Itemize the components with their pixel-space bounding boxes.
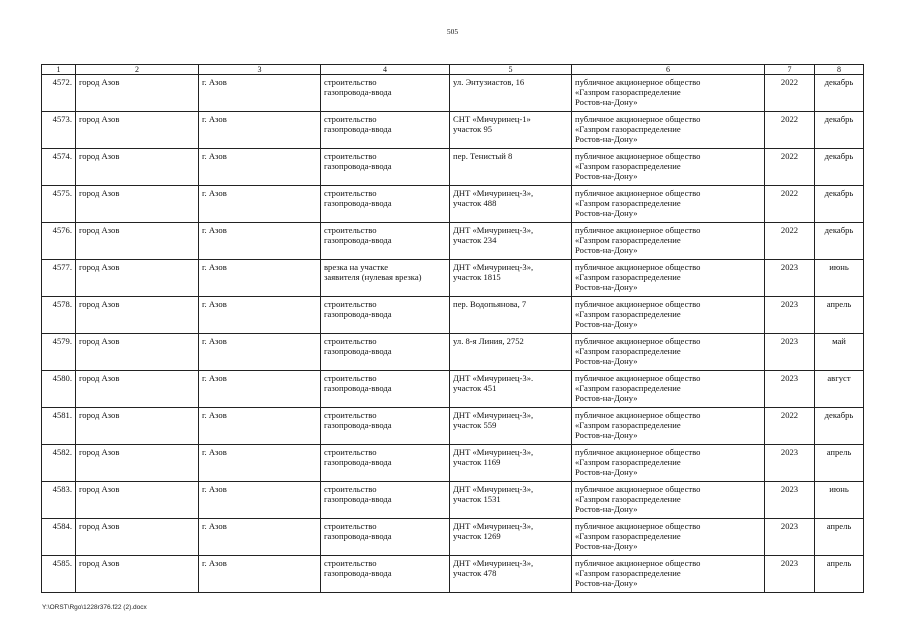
work-type-cell: врезка на участке заявителя (нулевая врезка) xyxy=(321,260,450,297)
municipality-cell: город Азов xyxy=(76,297,199,334)
month-cell: декабрь xyxy=(815,112,864,149)
locality-cell: г. Азов xyxy=(199,519,321,556)
address-cell: ДНТ «Мичуринец-3», участок 1169 xyxy=(450,445,572,482)
locality-cell: г. Азов xyxy=(199,445,321,482)
year-cell: 2023 xyxy=(765,260,815,297)
year-cell: 2023 xyxy=(765,371,815,408)
organization-cell: публичное акционерное общество «Газпром газораспределение Ростов-на-Дону» xyxy=(572,519,765,556)
organization-cell: публичное акционерное общество «Газпром газораспределение Ростов-на-Дону» xyxy=(572,482,765,519)
organization-cell: публичное акционерное общество «Газпром газораспределение Ростов-на-Дону» xyxy=(572,112,765,149)
row-number-cell: 4584. xyxy=(42,519,76,556)
table-row xyxy=(42,260,864,297)
year-cell: 2022 xyxy=(765,186,815,223)
municipality-cell: город Азов xyxy=(76,556,199,593)
column-header: 6 xyxy=(572,65,765,75)
organization-cell: публичное акционерное общество «Газпром газораспределение Ростов-на-Дону» xyxy=(572,223,765,260)
table-row xyxy=(42,297,864,334)
work-type-cell: строительство газопровода-ввода xyxy=(321,556,450,593)
work-type-cell: строительство газопровода-ввода xyxy=(321,334,450,371)
municipality-cell: город Азов xyxy=(76,482,199,519)
address-cell: ДНТ «Мичуринец-3», участок 1269 xyxy=(450,519,572,556)
column-header: 3 xyxy=(199,65,321,75)
work-type-cell: строительство газопровода-ввода xyxy=(321,297,450,334)
row-number-cell: 4582. xyxy=(42,445,76,482)
municipality-cell: город Азов xyxy=(76,149,199,186)
locality-cell: г. Азов xyxy=(199,482,321,519)
work-type-cell: строительство газопровода-ввода xyxy=(321,149,450,186)
month-cell: декабрь xyxy=(815,186,864,223)
organization-cell: публичное акционерное общество «Газпром газораспределение Ростов-на-Дону» xyxy=(572,75,765,112)
column-header: 8 xyxy=(815,65,864,75)
month-cell: декабрь xyxy=(815,149,864,186)
column-number-header-row xyxy=(42,65,864,75)
municipality-cell: город Азов xyxy=(76,519,199,556)
work-type-cell: строительство газопровода-ввода xyxy=(321,445,450,482)
table-row xyxy=(42,149,864,186)
column-header: 4 xyxy=(321,65,450,75)
month-cell: июнь xyxy=(815,482,864,519)
table-row xyxy=(42,75,864,112)
year-cell: 2022 xyxy=(765,75,815,112)
year-cell: 2023 xyxy=(765,334,815,371)
row-number-cell: 4581. xyxy=(42,408,76,445)
locality-cell: г. Азов xyxy=(199,371,321,408)
table-row xyxy=(42,556,864,593)
table-row xyxy=(42,482,864,519)
address-cell: СНТ «Мичуринец-1» участок 95 xyxy=(450,112,572,149)
year-cell: 2023 xyxy=(765,297,815,334)
table-row xyxy=(42,371,864,408)
table-row xyxy=(42,112,864,149)
work-type-cell: строительство газопровода-ввода xyxy=(321,75,450,112)
address-cell: ДНТ «Мичуринец-3», участок 559 xyxy=(450,408,572,445)
gas-pipeline-registry-table xyxy=(41,64,864,593)
address-cell: ул. Энтузиастов, 16 xyxy=(450,75,572,112)
row-number-cell: 4579. xyxy=(42,334,76,371)
year-cell: 2022 xyxy=(765,408,815,445)
organization-cell: публичное акционерное общество «Газпром газораспределение Ростов-на-Дону» xyxy=(572,260,765,297)
year-cell: 2023 xyxy=(765,556,815,593)
organization-cell: публичное акционерное общество «Газпром газораспределение Ростов-на-Дону» xyxy=(572,445,765,482)
table-row xyxy=(42,519,864,556)
month-cell: декабрь xyxy=(815,408,864,445)
row-number-cell: 4575. xyxy=(42,186,76,223)
year-cell: 2023 xyxy=(765,445,815,482)
page-number: 505 xyxy=(446,27,459,36)
address-cell: ДНТ «Мичуринец-3». участок 451 xyxy=(450,371,572,408)
year-cell: 2022 xyxy=(765,223,815,260)
column-header: 7 xyxy=(765,65,815,75)
locality-cell: г. Азов xyxy=(199,186,321,223)
month-cell: август xyxy=(815,371,864,408)
work-type-cell: строительство газопровода-ввода xyxy=(321,112,450,149)
work-type-cell: строительство газопровода-ввода xyxy=(321,371,450,408)
locality-cell: г. Азов xyxy=(199,260,321,297)
address-cell: пер. Тенистый 8 xyxy=(450,149,572,186)
locality-cell: г. Азов xyxy=(199,334,321,371)
organization-cell: публичное акционерное общество «Газпром газораспределение Ростов-на-Дону» xyxy=(572,186,765,223)
row-number-cell: 4578. xyxy=(42,297,76,334)
locality-cell: г. Азов xyxy=(199,223,321,260)
column-header: 5 xyxy=(450,65,572,75)
organization-cell: публичное акционерное общество «Газпром газораспределение Ростов-на-Дону» xyxy=(572,371,765,408)
work-type-cell: строительство газопровода-ввода xyxy=(321,519,450,556)
organization-cell: публичное акционерное общество «Газпром газораспределение Ростов-на-Дону» xyxy=(572,408,765,445)
month-cell: апрель xyxy=(815,445,864,482)
column-header: 1 xyxy=(42,65,76,75)
municipality-cell: город Азов xyxy=(76,260,199,297)
month-cell: апрель xyxy=(815,556,864,593)
organization-cell: публичное акционерное общество «Газпром газораспределение Ростов-на-Дону» xyxy=(572,297,765,334)
municipality-cell: город Азов xyxy=(76,186,199,223)
locality-cell: г. Азов xyxy=(199,408,321,445)
address-cell: ул. 8-я Линия, 2752 xyxy=(450,334,572,371)
row-number-cell: 4577. xyxy=(42,260,76,297)
work-type-cell: строительство газопровода-ввода xyxy=(321,223,450,260)
organization-cell: публичное акционерное общество «Газпром газораспределение Ростов-на-Дону» xyxy=(572,149,765,186)
work-type-cell: строительство газопровода-ввода xyxy=(321,482,450,519)
month-cell: декабрь xyxy=(815,223,864,260)
table-row xyxy=(42,408,864,445)
month-cell: май xyxy=(815,334,864,371)
month-cell: декабрь xyxy=(815,75,864,112)
work-type-cell: строительство газопровода-ввода xyxy=(321,408,450,445)
year-cell: 2023 xyxy=(765,519,815,556)
month-cell: июнь xyxy=(815,260,864,297)
row-number-cell: 4583. xyxy=(42,482,76,519)
month-cell: апрель xyxy=(815,297,864,334)
table-body xyxy=(42,65,864,593)
municipality-cell: город Азов xyxy=(76,112,199,149)
municipality-cell: город Азов xyxy=(76,223,199,260)
column-header: 2 xyxy=(76,65,199,75)
municipality-cell: город Азов xyxy=(76,371,199,408)
municipality-cell: город Азов xyxy=(76,334,199,371)
locality-cell: г. Азов xyxy=(199,556,321,593)
organization-cell: публичное акционерное общество «Газпром газораспределение Ростов-на-Дону» xyxy=(572,334,765,371)
locality-cell: г. Азов xyxy=(199,297,321,334)
address-cell: пер. Водопьянова, 7 xyxy=(450,297,572,334)
municipality-cell: город Азов xyxy=(76,445,199,482)
work-type-cell: строительство газопровода-ввода xyxy=(321,186,450,223)
address-cell: ДНТ «Мичуринец-3», участок 488 xyxy=(450,186,572,223)
municipality-cell: город Азов xyxy=(76,75,199,112)
locality-cell: г. Азов xyxy=(199,112,321,149)
table-row xyxy=(42,186,864,223)
month-cell: апрель xyxy=(815,519,864,556)
table-row xyxy=(42,445,864,482)
address-cell: ДНТ «Мичуринец-3», участок 1815 xyxy=(450,260,572,297)
address-cell: ДНТ «Мичуринец-3», участок 1531 xyxy=(450,482,572,519)
address-cell: ДНТ «Мичуринец-3», участок 478 xyxy=(450,556,572,593)
address-cell: ДНТ «Мичуринец-3», участок 234 xyxy=(450,223,572,260)
locality-cell: г. Азов xyxy=(199,75,321,112)
row-number-cell: 4585. xyxy=(42,556,76,593)
year-cell: 2022 xyxy=(765,112,815,149)
row-number-cell: 4572. xyxy=(42,75,76,112)
locality-cell: г. Азов xyxy=(199,149,321,186)
document-file-path: Y:\ORST\Rgo\1228r376.f22 (2).docx xyxy=(42,604,147,611)
row-number-cell: 4580. xyxy=(42,371,76,408)
row-number-cell: 4576. xyxy=(42,223,76,260)
row-number-cell: 4574. xyxy=(42,149,76,186)
table-row xyxy=(42,223,864,260)
organization-cell: публичное акционерное общество «Газпром газораспределение Ростов-на-Дону» xyxy=(572,556,765,593)
year-cell: 2022 xyxy=(765,149,815,186)
row-number-cell: 4573. xyxy=(42,112,76,149)
year-cell: 2023 xyxy=(765,482,815,519)
table-row xyxy=(42,334,864,371)
municipality-cell: город Азов xyxy=(76,408,199,445)
